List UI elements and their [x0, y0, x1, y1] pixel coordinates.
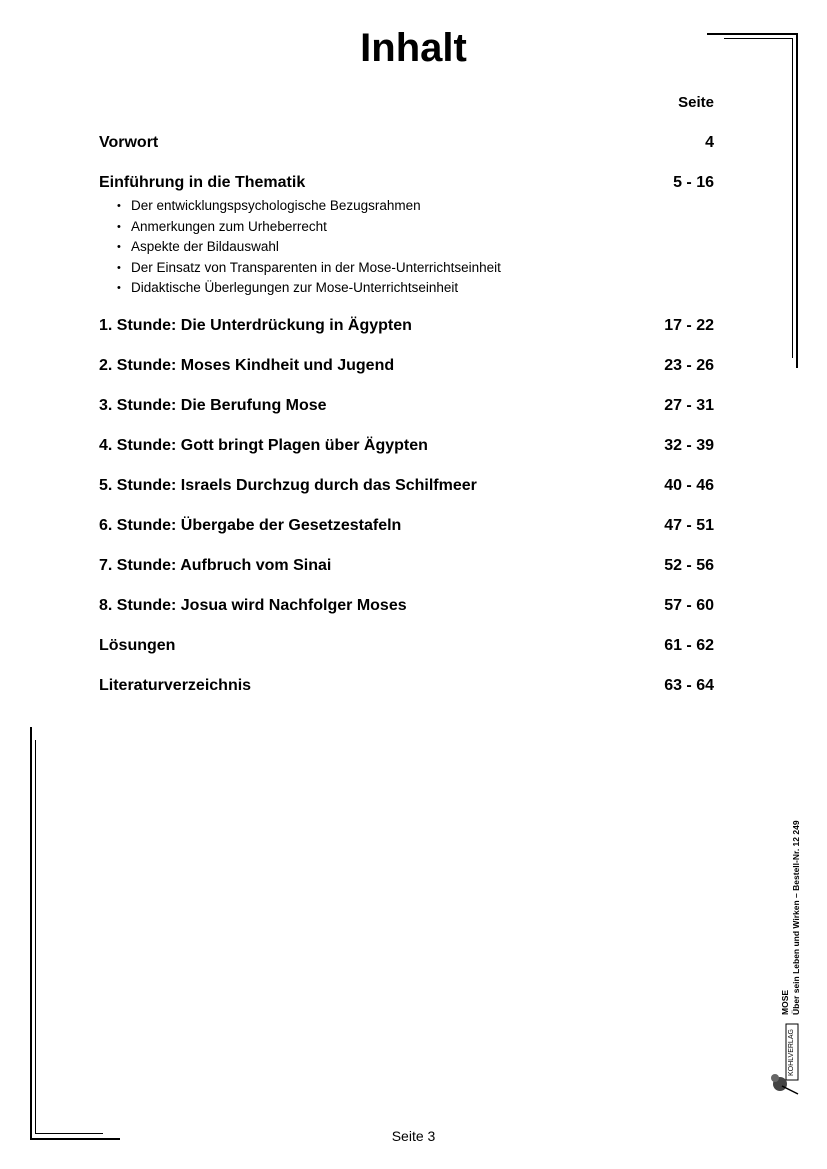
toc-row-stunde-2[interactable]	[99, 356, 714, 376]
toc-row-einfuehrung[interactable]	[99, 173, 714, 193]
frame-line-left-outer	[30, 727, 32, 1139]
frame-line-top-inner	[724, 38, 792, 39]
list-item-text: Aspekte der Bildauswahl	[131, 239, 279, 254]
frame-line-top-outer	[707, 33, 797, 35]
toc-pages: 23 - 26	[664, 357, 714, 374]
list-item	[117, 237, 577, 258]
bullet-icon: •	[117, 261, 121, 274]
toc-row-stunde-3[interactable]	[99, 396, 714, 416]
frame-line-right-outer	[796, 33, 798, 368]
toc-pages: 52 - 56	[664, 557, 714, 574]
sidebar-subtitle: Über sein Leben und Wirken – Bestell-Nr. 12 249	[791, 820, 801, 1015]
list-item	[117, 258, 577, 279]
toc-label: Literaturverzeichnis	[99, 677, 252, 694]
toc-label: 4. Stunde: Gott bringt Plagen über Ägypten	[99, 437, 428, 454]
list-item-text: Der entwicklungspsychologische Bezugsrahmen	[131, 198, 421, 213]
list-item	[117, 278, 577, 299]
intro-subitem-list	[117, 196, 577, 299]
toc-label: 5. Stunde: Israels Durchzug durch das Schilfmeer	[99, 477, 477, 494]
sidebar-title: MOSE	[780, 989, 790, 1015]
bullet-icon: •	[117, 241, 121, 253]
toc-row-stunde-7[interactable]	[99, 556, 714, 576]
toc-row-vorwort[interactable]	[99, 133, 714, 153]
logo-text: KOHLVERLAG	[788, 1029, 795, 1076]
toc-pages: 40 - 46	[664, 477, 714, 494]
bullet-icon: •	[117, 200, 121, 212]
bullet-icon: •	[117, 282, 121, 294]
toc-pages: 5 - 16	[673, 174, 714, 191]
toc-row-loesungen[interactable]	[99, 636, 714, 656]
toc-label: 3. Stunde: Die Berufung Mose	[99, 397, 327, 414]
toc-pages: 32 - 39	[664, 437, 714, 454]
list-item-text: Der Einsatz von Transparenten in der Mose-Unterrichtseinheit	[131, 259, 501, 275]
toc-pages: 27 - 31	[664, 397, 714, 414]
publisher-logo	[768, 1020, 802, 1098]
bullet-icon: •	[117, 220, 121, 233]
toc-pages: 61 - 62	[664, 637, 714, 654]
toc-pages: 4	[705, 134, 714, 151]
page-number: Seite 3	[391, 1128, 436, 1144]
toc-row-stunde-4[interactable]	[99, 436, 714, 456]
toc-label: Vorwort	[99, 134, 159, 151]
toc-label: Lösungen	[99, 637, 176, 654]
toc-pages: 57 - 60	[664, 597, 714, 614]
toc-row-stunde-1[interactable]	[99, 316, 714, 336]
toc-label: 8. Stunde: Josua wird Nachfolger Moses	[99, 597, 407, 614]
list-item-text: Didaktische Überlegungen zur Mose-Unterrichtseinheit	[131, 280, 459, 295]
list-item	[117, 217, 577, 238]
toc-row-literatur[interactable]	[99, 676, 714, 696]
toc-row-stunde-5[interactable]	[99, 476, 714, 496]
toc-label: 7. Stunde: Aufbruch vom Sinai	[99, 557, 332, 574]
toc-label: Einführung in die Thematik	[99, 174, 306, 191]
list-item	[117, 196, 577, 217]
toc-pages: 17 - 22	[664, 317, 714, 334]
toc-pages: 63 - 64	[664, 677, 714, 694]
toc-row-stunde-6[interactable]	[99, 516, 714, 536]
toc-label: 2. Stunde: Moses Kindheit und Jugend	[99, 357, 395, 374]
list-item-text: Anmerkungen zum Urheberrecht	[131, 218, 327, 234]
page-column-header: Seite	[678, 94, 714, 111]
toc-row-stunde-8[interactable]	[99, 596, 714, 616]
toc-pages: 47 - 51	[664, 517, 714, 534]
frame-line-left-inner	[35, 740, 36, 1134]
page-title: Inhalt	[360, 26, 467, 70]
frame-line-right-inner	[792, 38, 793, 358]
toc-label: 1. Stunde: Die Unterdrückung in Ägypten	[99, 317, 412, 334]
toc-label: 6. Stunde: Übergabe der Gesetzestafeln	[99, 517, 402, 534]
